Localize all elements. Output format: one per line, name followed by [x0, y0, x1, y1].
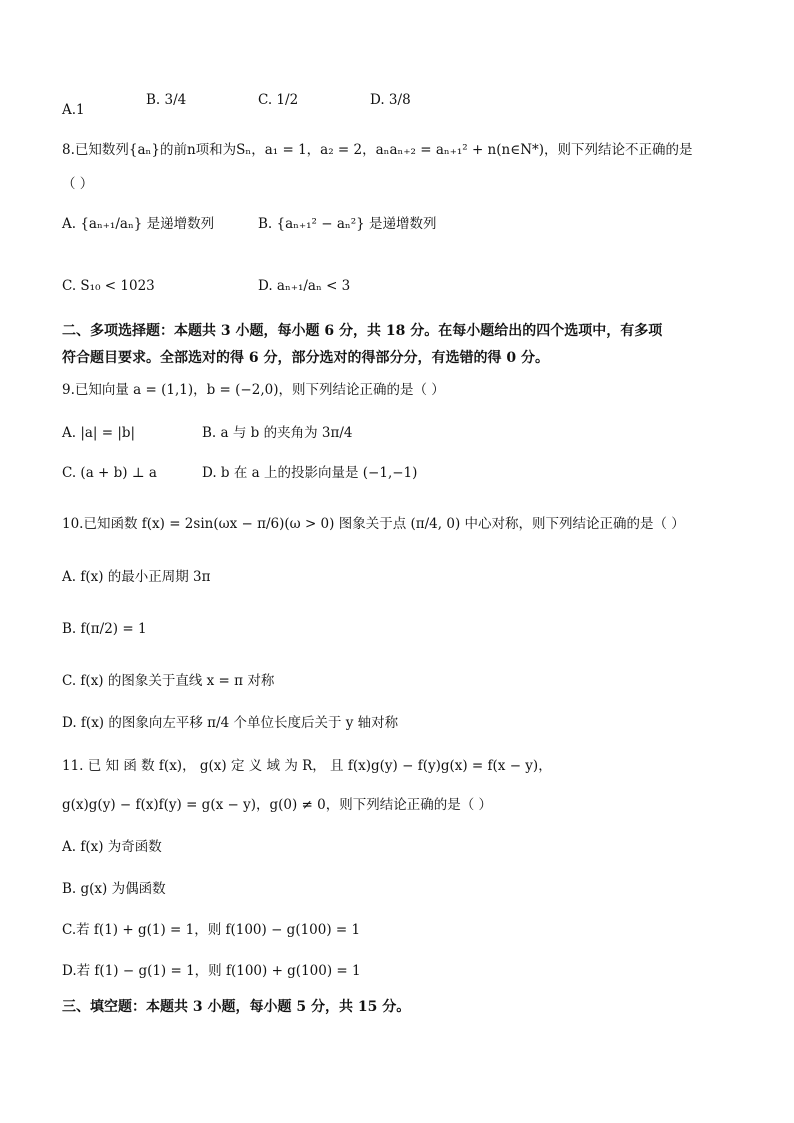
q7-option-c: C. 1/2 [258, 92, 299, 108]
q7-option-a: A.1 [62, 102, 85, 118]
q8-option-d: D. aₙ₊₁/aₙ < 3 [258, 278, 351, 294]
q9-stem: 9.已知向量 a = (1,1)，b = (−2,0)，则下列结论正确的是（ ） [62, 382, 445, 398]
q7-option-d: D. 3/8 [370, 92, 411, 108]
q8-option-c: C. S₁₀ < 1023 [62, 278, 155, 294]
q8-answer-blank: （ ） [62, 176, 94, 192]
q10-option-d: D. f(x) 的图象向左平移 π/4 个单位长度后关于 y 轴对称 [62, 715, 399, 731]
section-2-heading-line2: 符合题目要求。全部选对的得 6 分，部分选对的得部分分，有选错的得 0 分。 [62, 350, 549, 366]
q8-stem: 8.已知数列{aₙ}的前n项和为Sₙ，a₁ = 1，a₂ = 2，aₙaₙ₊₂ = aₙ₊₁² + n(n∈N*)，则下列结论不正确的是 [62, 142, 693, 158]
section-2-heading-line1: 二、多项选择题：本题共 3 小题，每小题 6 分，共 18 分。在每小题给出的四个选项中，有多项 [62, 323, 663, 339]
q7-option-b: B. 3/4 [146, 92, 187, 108]
q10-stem: 10.已知函数 f(x) = 2sin(ωx − π/6)(ω > 0) 图象关于点 (π/4, 0) 中心对称，则下列结论正确的是（ ） [62, 516, 685, 532]
section-3-heading: 三、填空题：本题共 3 小题，每小题 5 分，共 15 分。 [62, 999, 411, 1015]
q11-option-d: D.若 f(1) − g(1) = 1，则 f(100) + g(100) = 1 [62, 963, 361, 979]
q11-option-c: C.若 f(1) + g(1) = 1，则 f(100) − g(100) = 1 [62, 922, 361, 938]
q10-option-a: A. f(x) 的最小正周期 3π [62, 569, 211, 585]
q11-stem-line2: g(x)g(y) − f(x)f(y) = g(x − y)，g(0) ≠ 0，则下列结论正确的是（ ） [62, 797, 493, 813]
q10-option-b: B. f(π/2) = 1 [62, 621, 147, 637]
q11-option-b: B. g(x) 为偶函数 [62, 881, 166, 897]
q9-option-b: B. a 与 b 的夹角为 3π/4 [202, 425, 353, 441]
q11-option-a: A. f(x) 为奇函数 [62, 839, 162, 855]
q9-option-c: C. (a + b) ⊥ a [62, 465, 157, 481]
q8-option-a: A. {aₙ₊₁/aₙ} 是递增数列 [62, 216, 215, 232]
q9-option-d: D. b 在 a 上的投影向量是 (−1,−1) [202, 465, 418, 481]
q9-option-a: A. |a| = |b| [62, 425, 136, 441]
q10-option-c: C. f(x) 的图象关于直线 x = π 对称 [62, 673, 275, 689]
q8-option-b: B. {aₙ₊₁² − aₙ²} 是递增数列 [258, 216, 437, 232]
q11-stem-line1: 11. 已 知 函 数 f(x)， g(x) 定 义 域 为 R， 且 f(x)g(y) − f(y)g(x) = f(x − y)， [62, 758, 552, 774]
